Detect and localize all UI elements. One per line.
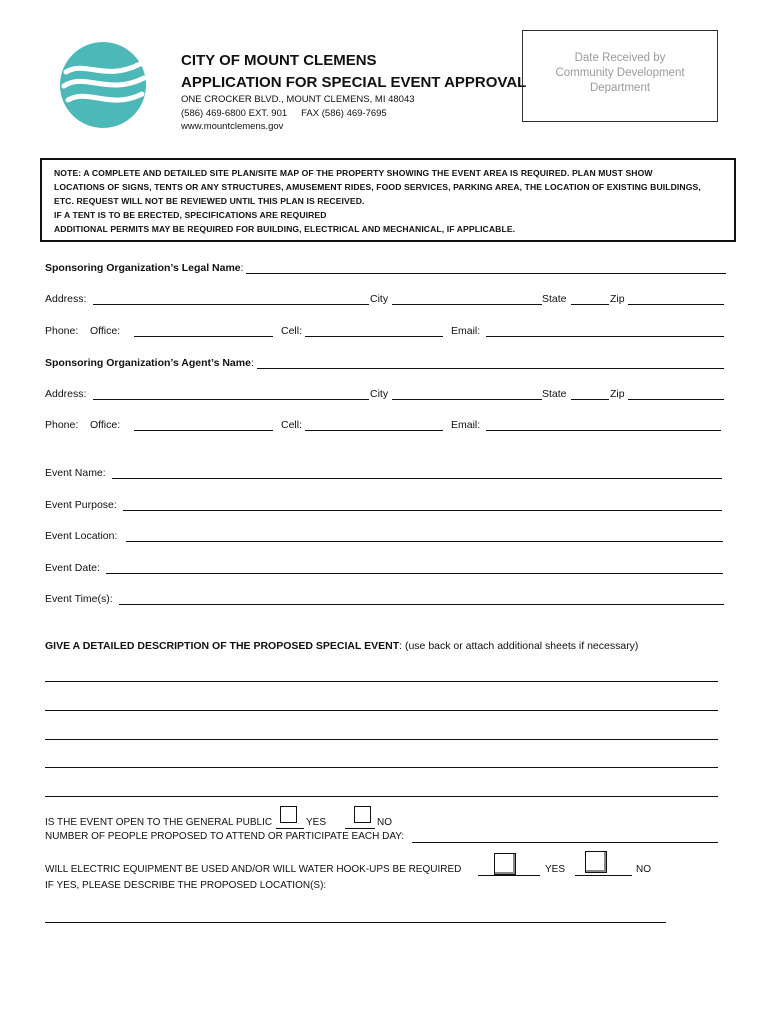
description-label: GIVE A DETAILED DESCRIPTION OF THE PROPOSED SPECIAL EVENT: (use back or attach additional sheets if necessary) [45,640,639,652]
org-address-label: Address: [45,293,87,305]
org-office-phone-field[interactable] [134,336,273,337]
title-line-1: CITY OF MOUNT CLEMENS [181,52,377,69]
org-address-field[interactable] [93,304,369,305]
agent-state-field[interactable] [571,399,609,400]
form-title [181,50,526,94]
org-state-field[interactable] [571,304,609,305]
event-location-label: Event Location: [45,530,118,542]
note-line-2: LOCATIONS OF SIGNS, TENTS OR ANY STRUCTURES, AMUSEMENT RIDES, FOOD SERVICES, PARKING AREA, THE LOCATION OF EXISTING BUILDINGS, [54,182,701,192]
electric-yes-underline [478,875,540,876]
agent-zip-label: Zip [610,388,625,400]
event-times-label: Event Time(s): [45,593,113,605]
agent-city-field[interactable] [392,399,542,400]
fax-number: FAX (586) 469-7695 [301,107,387,119]
phone-number: (586) 469-6800 EXT. 901 [181,107,288,119]
agent-name-label: Sponsoring Organization’s Agent’s Name: [45,357,254,369]
description-line-4[interactable] [45,767,718,768]
event-location-field[interactable] [126,541,723,542]
description-line-3[interactable] [45,739,718,740]
electric-yes-checkbox[interactable] [494,853,516,875]
org-zip-field[interactable] [628,304,724,305]
note-line-3: ETC. REQUEST WILL NOT BE REVIEWED UNTIL THIS PLAN IS RECEIVED. [54,196,365,206]
org-phone-label: Phone: [45,325,79,337]
date-box-line-3: Department [589,82,651,94]
event-date-label: Event Date: [45,562,100,574]
org-zip-label: Zip [610,293,625,305]
date-box-line-2: Community Development [555,67,685,79]
org-city-field[interactable] [392,304,542,305]
agent-phone-label: Phone: [45,419,79,431]
agent-address-field[interactable] [93,399,369,400]
electric-yes-label: YES [545,864,566,875]
attendance-label: NUMBER OF PEOPLE PROPOSED TO ATTEND OR PARTICIPATE EACH DAY: [45,831,405,842]
event-date-field[interactable] [106,573,723,574]
title-line-2: APPLICATION FOR SPECIAL EVENT APPROVAL [181,74,527,91]
agent-name-field[interactable] [257,368,724,369]
org-cell-label: Cell: [281,325,303,337]
note-line-4: IF A TENT IS TO BE ERECTED, SPECIFICATIONS ARE REQUIRED [54,210,327,220]
electric-no-underline [575,875,632,876]
description-line-1[interactable] [45,681,718,682]
date-received-box [522,30,718,122]
electric-no-checkbox[interactable] [585,851,607,873]
note-line-5: ADDITIONAL PERMITS MAY BE REQUIRED FOR BUILDING, ELECTRICAL AND MECHANICAL, IF APPLICABLE. [54,224,516,234]
org-legal-name-field[interactable] [246,273,726,274]
date-box-line-1: Date Received by [574,52,666,64]
city-address-block [181,93,415,134]
org-legal-name-label: Sponsoring Organization’s Legal Name: [45,262,244,274]
note-line-1: NOTE: A COMPLETE AND DETAILED SITE PLAN/SITE MAP OF THE PROPERTY SHOWING THE EVENT AREA IS REQUIRED. PLAN MUST SHOW [54,168,653,178]
event-name-field[interactable] [112,478,722,479]
agent-email-label: Email: [451,419,481,431]
org-cell-phone-field[interactable] [305,336,443,337]
open-no-label: NO [377,817,392,828]
event-purpose-label: Event Purpose: [45,499,117,511]
attendance-field[interactable] [412,842,718,843]
agent-zip-field[interactable] [628,399,724,400]
site-plan-note [40,158,736,242]
describe-location-label: IF YES, PLEASE DESCRIBE THE PROPOSED LOCATION(S): [45,880,327,891]
agent-cell-label: Cell: [281,419,303,431]
website: www.mountclemens.gov [181,121,284,132]
electric-no-label: NO [636,864,651,875]
open-yes-label: YES [306,817,327,828]
electric-water-label: WILL ELECTRIC EQUIPMENT BE USED AND/OR WILL WATER HOOK-UPS BE REQUIRED [45,864,462,875]
agent-state-label: State [542,388,567,400]
agent-city-label: City [370,388,389,400]
street-address: ONE CROCKER BLVD., MOUNT CLEMENS, MI 48043 [181,94,415,105]
org-office-label: Office: [90,325,121,337]
open-yes-checkbox[interactable] [280,806,297,823]
open-yes-underline [276,828,304,829]
event-purpose-field[interactable] [123,510,722,511]
description-line-2[interactable] [45,710,718,711]
agent-cell-phone-field[interactable] [305,430,443,431]
agent-office-label: Office: [90,419,121,431]
org-city-label: City [370,293,389,305]
open-to-public-label: IS THE EVENT OPEN TO THE GENERAL PUBLIC [45,817,273,828]
org-email-label: Email: [451,325,481,337]
open-no-underline [345,828,375,829]
org-email-field[interactable] [486,336,724,337]
agent-email-field[interactable] [486,430,721,431]
event-name-label: Event Name: [45,467,106,479]
description-line-5[interactable] [45,796,718,797]
agent-address-label: Address: [45,388,87,400]
describe-location-field[interactable] [45,922,666,923]
city-logo-icon [60,42,146,128]
agent-office-phone-field[interactable] [134,430,273,431]
open-no-checkbox[interactable] [354,806,371,823]
event-times-field[interactable] [119,604,724,605]
org-state-label: State [542,293,567,305]
